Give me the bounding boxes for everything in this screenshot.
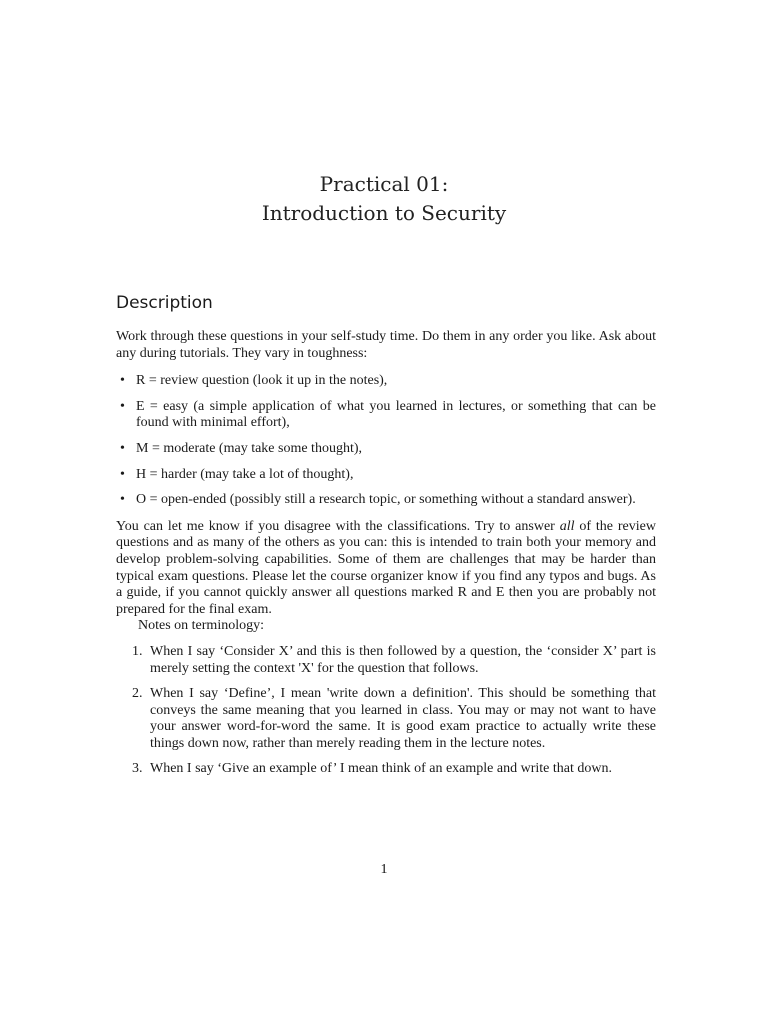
notes-heading: Notes on terminology: <box>138 618 264 634</box>
list-item <box>120 373 656 390</box>
list-item-text: When I say ‘Consider X’ and this is then followed by a question, the ‘consider X’ part is merely setting the context 'X' for the question that follows. <box>150 643 656 676</box>
list-item <box>120 466 656 484</box>
bullet-icon: • <box>120 398 125 414</box>
terminology-list <box>116 644 656 778</box>
intro-paragraph: Work through these questions in your self-study time. Do them in any order you like. Ask about any during tutorials. They vary in toughness: <box>116 329 656 361</box>
section-heading: Description <box>116 293 213 313</box>
list-item <box>120 492 656 509</box>
bullet-icon: • <box>120 440 125 456</box>
list-item-text: When I say ‘Define’, I mean 'write down a definition'. This should be something that conveys the same meaning that you learned in class. You may or may not want to have your answer word-for-word the same. It is good exam practice to actually write these things down now, rather than merely reading them in the lecture notes. <box>150 686 656 751</box>
list-item-text: R = review question (look it up in the notes), <box>136 373 388 389</box>
item-number: 3. <box>132 761 143 777</box>
list-item <box>132 643 656 677</box>
title-line-1: Practical 01: <box>319 172 449 196</box>
difficulty-list <box>116 373 656 509</box>
list-item <box>120 440 656 458</box>
list-item <box>132 761 656 778</box>
description-section <box>116 292 656 787</box>
guidance-text-end: of the review questions and as many of the others as you can: this is intended to train both your memory and develop problem-solving capabilities. Some of them are challenges that may be harder than typical exam questions. Please let the course organizer know if you find any typos and bugs. As a guide, if you cannot quickly answer all questions marked R and E then you are probably not prepared for the final exam. <box>116 518 656 617</box>
list-item-text: M = moderate (may take some thought), <box>136 440 363 456</box>
guidance-text-start: You can let me know if you disagree with the classifications. Try to answer <box>116 518 560 534</box>
page-number: 1 <box>380 862 388 877</box>
list-item <box>120 398 656 432</box>
item-number: 2. <box>132 686 143 702</box>
guidance-paragraph <box>116 519 656 619</box>
list-item <box>132 686 656 752</box>
bullet-icon: • <box>120 466 125 482</box>
title-line-2: Introduction to Security <box>261 201 507 225</box>
emphasis-all: all <box>559 518 575 534</box>
document-title <box>0 170 768 228</box>
list-item-text: O = open-ended (possibly still a research topic, or something without a standard answer). <box>136 492 636 508</box>
list-item-text: H = harder (may take a lot of thought), <box>136 466 354 482</box>
list-item-text: When I say ‘Give an example of’ I mean think of an example and write that down. <box>150 761 612 777</box>
bullet-icon: • <box>120 373 125 389</box>
item-number: 1. <box>132 643 143 659</box>
list-item-text: E = easy (a simple application of what you learned in lectures, or something that can be found with minimal effort), <box>136 398 656 431</box>
bullet-icon: • <box>120 492 125 508</box>
